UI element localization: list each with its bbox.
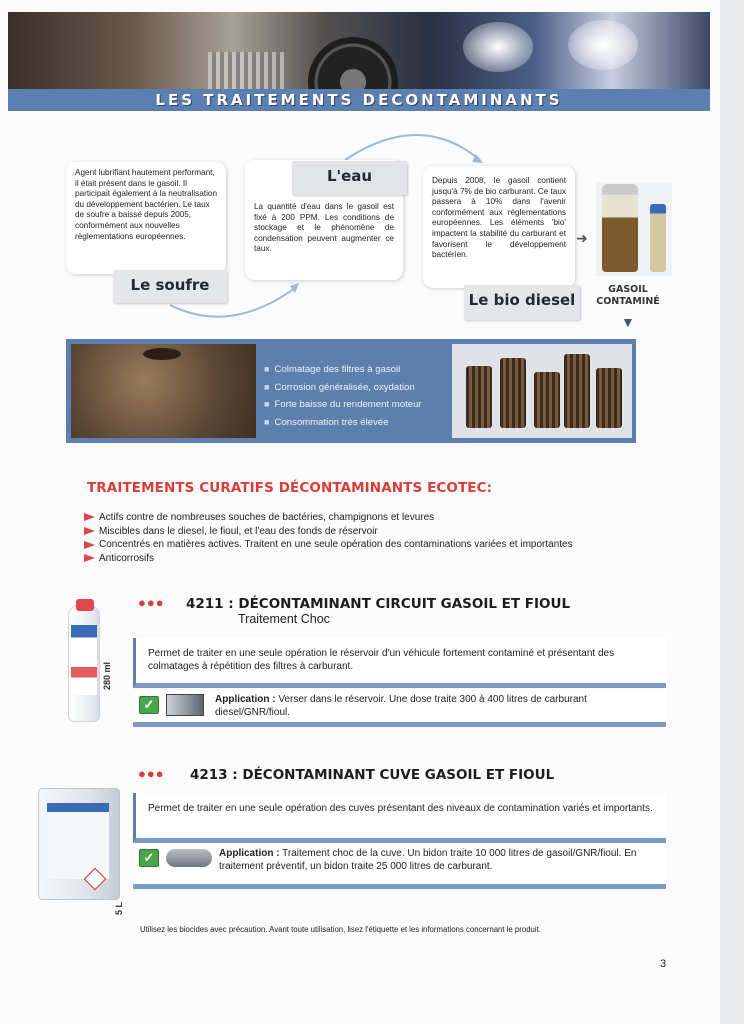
soufre-label: Le soufre: [113, 270, 227, 303]
bottle-label-image: [71, 625, 97, 695]
list-item: ■ Corrosion généralisée, oxydation: [264, 381, 415, 393]
product-description: Permet de traiter en une seule opération des cuves présentant des niveaux de contamination variés et importants.: [133, 793, 666, 843]
rusted-tank-photo: [71, 344, 256, 438]
arrow-down-icon: ▼: [621, 314, 635, 330]
filter-image: [500, 358, 526, 428]
fuel-jar-image: [602, 184, 638, 272]
bio-diesel-label: Le bio diesel: [464, 285, 580, 320]
product-4213-can-image: [38, 788, 120, 900]
soufre-text: Agent lubrifiant hautement performant, il était présent dans le gasoil. Il participait également à la neutralisation du développement bactérien. Le taux de soufre a baissé depuis 2005, conformément aux nouvelles règlementations européennes.: [75, 168, 218, 241]
application-box: [133, 843, 666, 889]
red-dots-icon: ●●●: [138, 595, 165, 610]
list-item: Miscibles dans le diesel, le fioul, et l'eau des fonds de réservoir: [84, 525, 684, 539]
triangle-bullet-icon: [84, 541, 95, 549]
application-box: [133, 691, 666, 727]
contaminated-fuel-photo: [596, 182, 672, 276]
check-icon: ✓: [139, 696, 159, 714]
triangle-bullet-icon: [84, 554, 95, 562]
list-item: Concentrés en matières actives. Traitent en une seule opération des contaminations variées et importantes: [84, 538, 684, 552]
fuel-tank-icon: [166, 849, 212, 867]
fuel-vial-image: [650, 204, 666, 272]
application-text: Application : Traitement choc de la cuve. Un bidon traite 10 000 litres de gasoil/GNR/fioul. En traitement préventif, un bidon traite 25 000 litres de carburant.: [219, 848, 637, 872]
list-item: Anticorrosifs: [84, 552, 684, 566]
list-item: ■ Forte baisse du rendement moteur: [264, 399, 422, 410]
headlight-glow: [463, 22, 533, 72]
headlight-glow: [568, 20, 638, 70]
filter-image: [564, 354, 590, 428]
filter-image: [534, 372, 560, 428]
volume-label: 280 ml: [102, 661, 112, 690]
bullet-icon: ■: [264, 416, 270, 427]
gasoil-contamine-label: GASOIL CONTAMINÉ: [596, 284, 660, 307]
product-description: Permet de traiter en une seule opération le réservoir d'un véhicule fortement contaminé et présentant des colmatages à répétition des filtres à carburant.: [133, 638, 666, 688]
feature-list: [84, 511, 684, 565]
list-item: ■ Colmatage des filtres à gasoil: [264, 364, 401, 375]
fuel-station-icon: [166, 694, 204, 716]
truck-wheel-image: [308, 37, 398, 92]
page-number: 3: [660, 958, 667, 970]
product-subtitle: Traitement Choc: [238, 612, 330, 626]
bullet-icon: ■: [264, 399, 270, 409]
list-item: Actifs contre de nombreuses souches de bactéries, champignons et levures: [84, 511, 684, 525]
triangle-bullet-icon: [84, 527, 95, 535]
clogged-filters-photo: [452, 344, 632, 438]
filter-image: [466, 366, 492, 428]
problems-strip: [66, 339, 636, 443]
bottle-cap: [76, 599, 94, 611]
product-title: 4211 : DÉCONTAMINANT CIRCUIT GASOIL ET FIOUL: [186, 596, 571, 612]
eau-label: L'eau: [292, 161, 407, 195]
filter-image: [596, 368, 622, 428]
bullet-icon: ■: [264, 364, 270, 374]
tank-opening: [143, 348, 181, 360]
truck-grill-image: [208, 52, 288, 92]
soufre-card: [66, 162, 226, 274]
volume-label: 5 L: [114, 901, 124, 915]
header-banner-image: [8, 12, 710, 92]
list-item: ■ Consommation très élevée: [264, 416, 389, 428]
footnote: Utilisez les biocides avec précaution. Avant toute utilisation, lisez l'étiquette et les informations concernant le produit.: [140, 925, 541, 934]
check-icon: ✓: [139, 849, 159, 867]
product-4211-bottle-image: [68, 604, 100, 722]
red-dots-icon: ●●●: [138, 766, 165, 781]
bio-diesel-card: [423, 166, 575, 288]
page-edge: [720, 0, 744, 1024]
can-label-image: [47, 803, 109, 879]
section-title: TRAITEMENTS CURATIFS DÉCONTAMINANTS ECOTEC:: [87, 480, 493, 496]
bullet-icon: ■: [264, 381, 270, 392]
page-title: LES TRAITEMENTS DECONTAMINANTS: [8, 89, 710, 111]
arrow-right-icon: ➜: [576, 230, 588, 246]
eau-text: La quantité d'eau dans le gasoil est fixé à 200 PPM. Les conditions de stockage et le phénomène de condensation peuvent augmenter ce taux.: [254, 202, 394, 254]
triangle-bullet-icon: [84, 513, 95, 521]
product-title: 4213 : DÉCONTAMINANT CUVE GASOIL ET FIOUL: [190, 767, 555, 783]
problem-list: [264, 361, 454, 431]
bio-diesel-text: Depuis 2008, le gasoil contient jusqu'à 7% de bio carburant. Ce taux passera à 10% dans l'avenir conformément aux réglementations européennes. Les éléments 'bio' impactent la stabilité du carburant et favorisent le développement bactérien.: [432, 176, 567, 260]
application-text: Application : Verser dans le réservoir. Une dose traite 300 à 400 litres de carburant diesel/GNR/fioul.: [215, 694, 587, 718]
